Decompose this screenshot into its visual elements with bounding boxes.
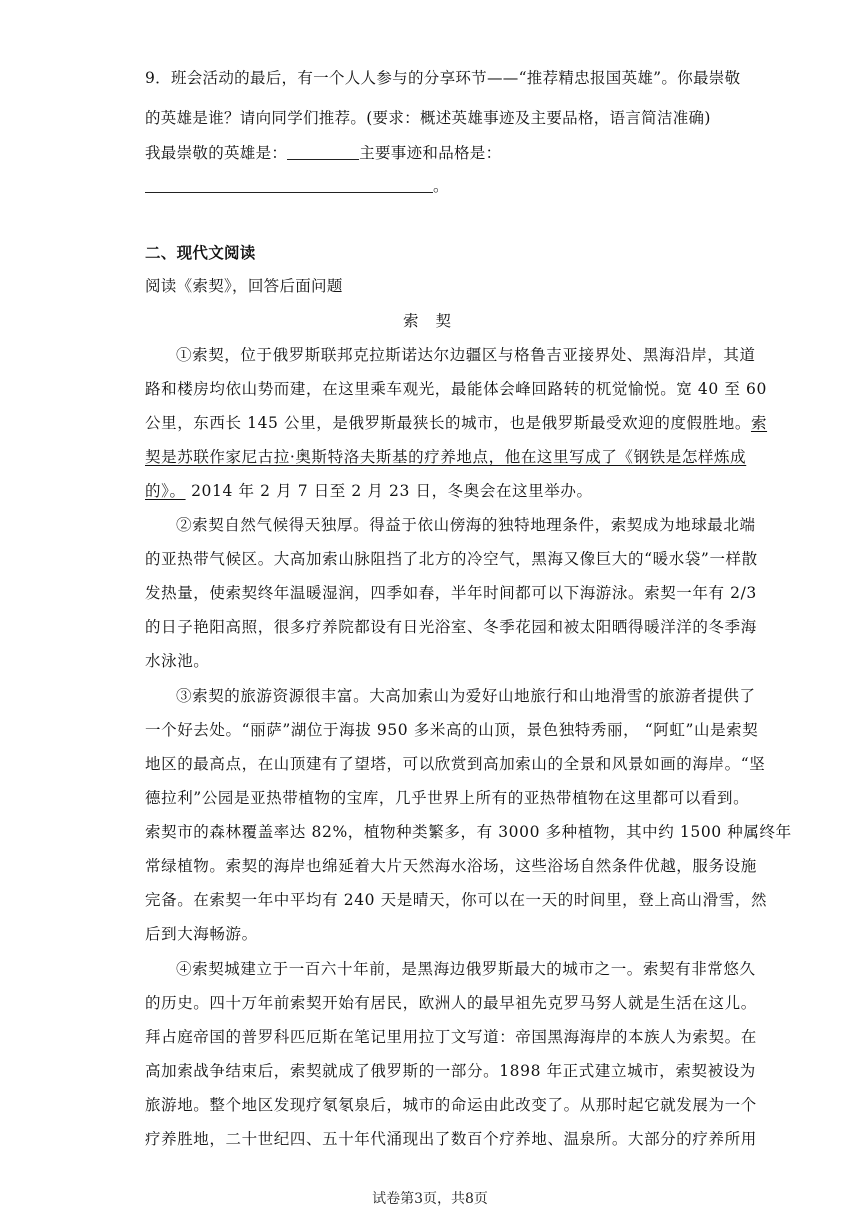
- article-line: 拜占庭帝国的普罗科匹厄斯在笔记里用拉丁文写道：帝国黑海海岸的本族人为索契。在: [145, 1028, 757, 1046]
- article-line: ④索契城建立于一百六十年前，是黑海边俄罗斯最大的城市之一。索契有非常悠久: [176, 960, 756, 978]
- article-line: 路和楼房均依山势而建，在这里乘车观光，最能体会峰回路转的杌觉愉悦。宽 40 至 60: [145, 380, 767, 398]
- article-text: 2014 年 2 月 7 日至 2 月 23 日，冬奥会在这里举办。: [185, 482, 593, 500]
- article-line: 的历史。四十万年前索契开始有居民，欧洲人的最早祖先克罗马努人就是生活在这儿。: [145, 994, 757, 1012]
- underlined-sentence: 的》。: [145, 482, 186, 500]
- question-9-line-2: 的英雄是谁？请向同学们推荐。(要求：概述英雄事迹及主要品格，语言简洁准确): [145, 109, 711, 127]
- article-line: [145, 481, 715, 501]
- question-9-answer-line: [145, 143, 715, 163]
- article-line: 的日子艳阳高照，很多疗养院都设有日光浴室、冬季花园和被太阳晒得暖洋洋的冬季海: [145, 618, 757, 636]
- article-line: 地区的最高点，在山顶建有了望塔，可以欣赏到高加索山的全景和风景如画的海岸。“坚: [145, 755, 766, 773]
- hero-name-blank[interactable]: [287, 145, 359, 160]
- article-line: 发热量，使索契终年温暖湿润，四季如春，半年时间都可以下海游泳。索契一年有 2/3: [145, 584, 757, 602]
- underlined-sentence: 索: [750, 414, 768, 432]
- question-9-line-1: 9．班会活动的最后，有一个人人参与的分享环节——“推荐精忠报国英雄”。你最崇敬: [145, 69, 741, 87]
- article-line: 的亚热带气候区。大高加索山脉阻挡了北方的冷空气，黑海又像巨大的“暖水袋”一样散: [145, 550, 758, 568]
- section-heading: 二、现代文阅读: [145, 244, 256, 262]
- page-footer: 试卷第3页，共8页: [372, 1191, 488, 1207]
- article-line: 一个好去处。“丽萨”湖位于海拔 950 多米高的山顶，景色独特秀丽， “阿虹”山是索契: [145, 721, 759, 739]
- article-line: 旅游地。整个地区发现疗氡氡泉后，城市的命运由此改变了。从那时起它就发展为一个: [145, 1096, 757, 1114]
- deeds-answer-blank[interactable]: [145, 178, 433, 193]
- article-line: 完备。在索契一年中平均有 240 天是晴天，你可以在一天的时间里，登上高山滑雪，然: [145, 891, 768, 909]
- article-line: 索契市的森林覆盖率达 82%，植物种类繁多，有 3000 多种植物，其中约 1500 种属终年: [145, 823, 792, 841]
- article-line: ①索契，位于俄罗斯联邦克拉斯诺达尔边疆区与格鲁吉亚接界处、黑海沿岸，其道: [176, 346, 756, 364]
- underlined-sentence: 契是苏联作家尼古拉·奥斯特洛夫斯基的疗养地点，他在这里写成了《钢铁是怎样炼成: [145, 448, 747, 466]
- article-title: 索 契: [403, 312, 457, 330]
- deeds-prompt: 主要事迹和品格是：: [359, 144, 502, 162]
- reading-instruction: 阅读《索契》，回答后面问题: [145, 277, 343, 295]
- article-line: [145, 447, 747, 467]
- article-line: ③索契的旅游资源很丰富。大高加索山为爱好山地旅行和山地滑雪的旅游者提供了: [176, 687, 756, 705]
- article-text: 公里，东西长 145 公里，是俄罗斯最狭长的城市，也是俄罗斯最受欢迎的度假胜地。: [145, 414, 751, 432]
- answer-end-mark: 。: [433, 177, 449, 195]
- article-line: 疗养胜地，二十世纪四、五十年代涌现出了数百个疗养地、温泉所。大部分的疗养所用: [145, 1130, 757, 1148]
- article-line: 常绿植物。索契的海岸也绵延着大片天然海水浴场，这些浴场自然条件优越，服务设施: [145, 857, 757, 875]
- article-line: 水泳池。: [145, 652, 210, 670]
- article-line: [145, 413, 768, 433]
- article-line: ②索契自然气候得天独厚。得益于依山傍海的独特地理条件，索契成为地球最北端: [176, 516, 756, 534]
- article-line: 高加索战争结束后，索契就成了俄罗斯的一部分。1898 年正式建立城市，索契被设为: [145, 1062, 756, 1080]
- hero-prompt: 我最崇敬的英雄是：: [145, 144, 288, 162]
- article-line: 德拉利”公园是亚热带植物的宝库，几乎世界上所有的亚热带植物在这里都可以看到。: [145, 789, 750, 807]
- question-9-answer-line-2: [145, 176, 715, 196]
- article-line: 后到大海畅游。: [145, 925, 258, 943]
